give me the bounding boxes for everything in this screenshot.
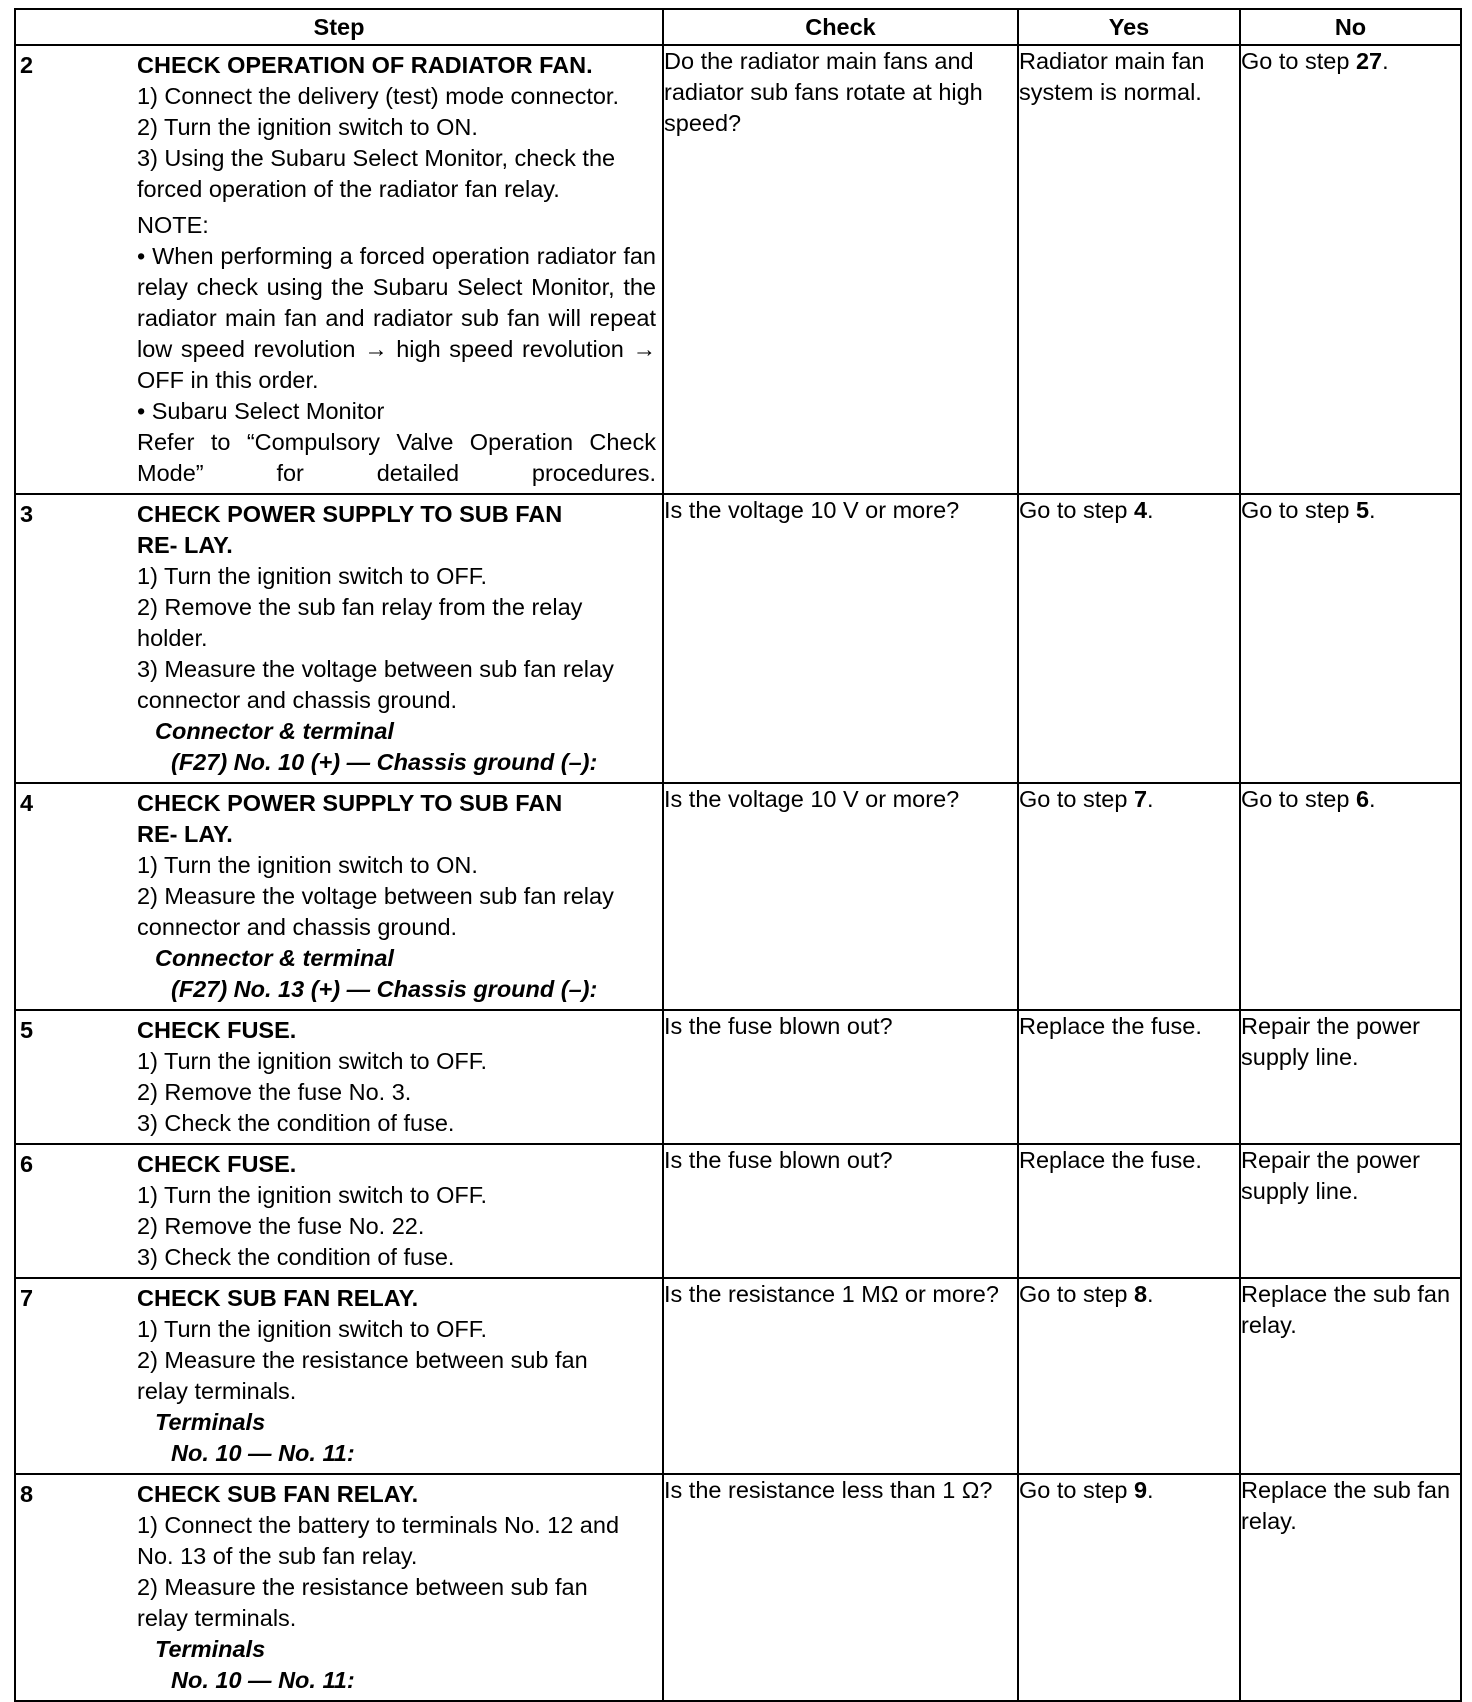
check-cell: Is the voltage 10 V or more? bbox=[663, 783, 1018, 1010]
header-row bbox=[15, 9, 1461, 45]
header-check: Check bbox=[663, 9, 1018, 45]
yes-suffix: . bbox=[1147, 1281, 1154, 1307]
table-row bbox=[15, 1474, 1461, 1701]
no-cell bbox=[1240, 45, 1461, 494]
note-text: Refer to “Compulsory Valve Operation Check Mode” for detailed procedures. bbox=[137, 429, 656, 486]
check-cell: Do the radiator main fans and radiator sub fans rotate at high speed? bbox=[663, 45, 1018, 494]
no-cell bbox=[1240, 494, 1461, 783]
step-instruction: 2) Remove the fuse No. 22. bbox=[137, 1213, 425, 1239]
yes-prefix: Go to step bbox=[1019, 1477, 1134, 1503]
step-title: CHECK POWER SUPPLY TO SUB FAN RE- LAY. bbox=[137, 790, 563, 847]
yes-prefix: Go to step bbox=[1019, 1281, 1134, 1307]
no-cell: Replace the sub fan relay. bbox=[1240, 1474, 1461, 1701]
step-link[interactable]: 6 bbox=[1355, 786, 1370, 812]
step-instruction: 1) Turn the ignition switch to OFF. bbox=[137, 563, 488, 589]
header-yes: Yes bbox=[1018, 9, 1240, 45]
diagnostic-table bbox=[14, 8, 1462, 1702]
step-number: 6 bbox=[20, 1151, 34, 1177]
yes-prefix: Go to step bbox=[1019, 786, 1134, 812]
step-number: 8 bbox=[20, 1481, 34, 1507]
step-instruction: 2) Measure the resistance between sub fan relay terminals. bbox=[137, 1347, 588, 1404]
step-number: 2 bbox=[20, 52, 34, 78]
yes-cell: Replace the fuse. bbox=[1018, 1144, 1240, 1278]
table-row bbox=[15, 1010, 1461, 1144]
yes-cell: Replace the fuse. bbox=[1018, 1010, 1240, 1144]
no-suffix: . bbox=[1369, 786, 1376, 812]
step-cell bbox=[15, 1278, 663, 1474]
check-cell: Is the fuse blown out? bbox=[663, 1144, 1018, 1278]
connector-terminal-label: Connector & terminal bbox=[155, 945, 394, 971]
step-instruction: 3) Using the Subaru Select Monitor, check the forced operation of the radiator fan relay. bbox=[137, 145, 616, 202]
yes-suffix: . bbox=[1147, 1477, 1154, 1503]
step-cell bbox=[15, 1144, 663, 1278]
check-cell: Is the fuse blown out? bbox=[663, 1010, 1018, 1144]
step-instruction: 3) Check the condition of fuse. bbox=[137, 1244, 455, 1270]
step-title: CHECK OPERATION OF RADIATOR FAN. bbox=[137, 52, 593, 78]
check-cell: Is the voltage 10 V or more? bbox=[663, 494, 1018, 783]
connector-terminal-value: (F27) No. 10 (+) — Chassis ground (–): bbox=[171, 749, 598, 775]
yes-suffix: . bbox=[1147, 786, 1154, 812]
no-suffix: . bbox=[1382, 48, 1389, 74]
yes-cell bbox=[1018, 1278, 1240, 1474]
step-instruction: 1) Turn the ignition switch to OFF. bbox=[137, 1316, 488, 1342]
step-link[interactable]: 5 bbox=[1355, 497, 1370, 523]
no-prefix: Go to step bbox=[1241, 48, 1356, 74]
step-instruction: 1) Connect the battery to terminals No. 12 and No. 13 of the sub fan relay. bbox=[137, 1512, 620, 1569]
yes-suffix: . bbox=[1147, 497, 1154, 523]
no-prefix: Go to step bbox=[1241, 786, 1356, 812]
check-cell: Is the resistance 1 MΩ or more? bbox=[663, 1278, 1018, 1474]
step-number: 4 bbox=[20, 790, 34, 816]
yes-cell bbox=[1018, 1474, 1240, 1701]
connector-terminal-value: (F27) No. 13 (+) — Chassis ground (–): bbox=[171, 976, 598, 1002]
step-instruction: 1) Turn the ignition switch to OFF. bbox=[137, 1182, 488, 1208]
no-cell: Repair the power supply line. bbox=[1240, 1144, 1461, 1278]
yes-cell bbox=[1018, 783, 1240, 1010]
step-instruction: 3) Measure the voltage between sub fan relay connector and chassis ground. bbox=[137, 656, 614, 713]
step-link[interactable]: 9 bbox=[1133, 1477, 1148, 1503]
step-number: 3 bbox=[20, 501, 34, 527]
no-cell: Replace the sub fan relay. bbox=[1240, 1278, 1461, 1474]
step-instruction: 1) Turn the ignition switch to OFF. bbox=[137, 1048, 488, 1074]
step-number: 7 bbox=[20, 1285, 34, 1311]
step-link[interactable]: 4 bbox=[1133, 497, 1148, 523]
step-cell bbox=[15, 494, 663, 783]
step-title: CHECK FUSE. bbox=[137, 1017, 297, 1043]
step-title: CHECK FUSE. bbox=[137, 1151, 297, 1177]
step-instruction: 2) Measure the voltage between sub fan relay connector and chassis ground. bbox=[137, 883, 614, 940]
terminals-label: Terminals bbox=[155, 1636, 266, 1662]
note-text: • Subaru Select Monitor bbox=[137, 398, 385, 424]
step-instruction: 1) Turn the ignition switch to ON. bbox=[137, 852, 478, 878]
yes-cell: Radiator main fan system is normal. bbox=[1018, 45, 1240, 494]
terminals-value: No. 10 — No. 11: bbox=[171, 1667, 355, 1693]
step-cell bbox=[15, 45, 663, 494]
no-cell bbox=[1240, 783, 1461, 1010]
step-title: CHECK SUB FAN RELAY. bbox=[137, 1285, 419, 1311]
step-instruction: 2) Remove the fuse No. 3. bbox=[137, 1079, 412, 1105]
step-link[interactable]: 8 bbox=[1133, 1281, 1148, 1307]
table-row bbox=[15, 494, 1461, 783]
connector-terminal-label: Connector & terminal bbox=[155, 718, 394, 744]
step-instruction: 2) Turn the ignition switch to ON. bbox=[137, 114, 478, 140]
step-cell bbox=[15, 1010, 663, 1144]
step-title: CHECK SUB FAN RELAY. bbox=[137, 1481, 419, 1507]
step-instruction: 3) Check the condition of fuse. bbox=[137, 1110, 455, 1136]
table-row bbox=[15, 1144, 1461, 1278]
yes-cell bbox=[1018, 494, 1240, 783]
no-suffix: . bbox=[1369, 497, 1376, 523]
yes-prefix: Go to step bbox=[1019, 497, 1134, 523]
step-title: CHECK POWER SUPPLY TO SUB FAN RE- LAY. bbox=[137, 501, 563, 558]
step-cell bbox=[15, 1474, 663, 1701]
step-instruction: 2) Remove the sub fan relay from the relay holder. bbox=[137, 594, 583, 651]
terminals-label: Terminals bbox=[155, 1409, 266, 1435]
no-cell: Repair the power supply line. bbox=[1240, 1010, 1461, 1144]
terminals-value: No. 10 — No. 11: bbox=[171, 1440, 355, 1466]
table-row bbox=[15, 1278, 1461, 1474]
table-row bbox=[15, 783, 1461, 1010]
note-heading: NOTE: bbox=[137, 212, 209, 238]
header-step: Step bbox=[15, 9, 663, 45]
no-prefix: Go to step bbox=[1241, 497, 1356, 523]
header-no: No bbox=[1240, 9, 1461, 45]
table-row bbox=[15, 45, 1461, 494]
step-number: 5 bbox=[20, 1017, 34, 1043]
step-instruction: 1) Connect the delivery (test) mode connector. bbox=[137, 83, 619, 109]
note-text: • When performing a forced operation radiator fan relay check using the Subaru Select Monitor, the radiator main fan and radiator sub fan will repeat low speed revolution → high speed revolution → OFF in this order. bbox=[137, 243, 656, 393]
step-link[interactable]: 7 bbox=[1133, 786, 1148, 812]
step-instruction: 2) Measure the resistance between sub fan relay terminals. bbox=[137, 1574, 588, 1631]
check-cell: Is the resistance less than 1 Ω? bbox=[663, 1474, 1018, 1701]
step-cell bbox=[15, 783, 663, 1010]
step-link[interactable]: 27 bbox=[1355, 48, 1383, 74]
